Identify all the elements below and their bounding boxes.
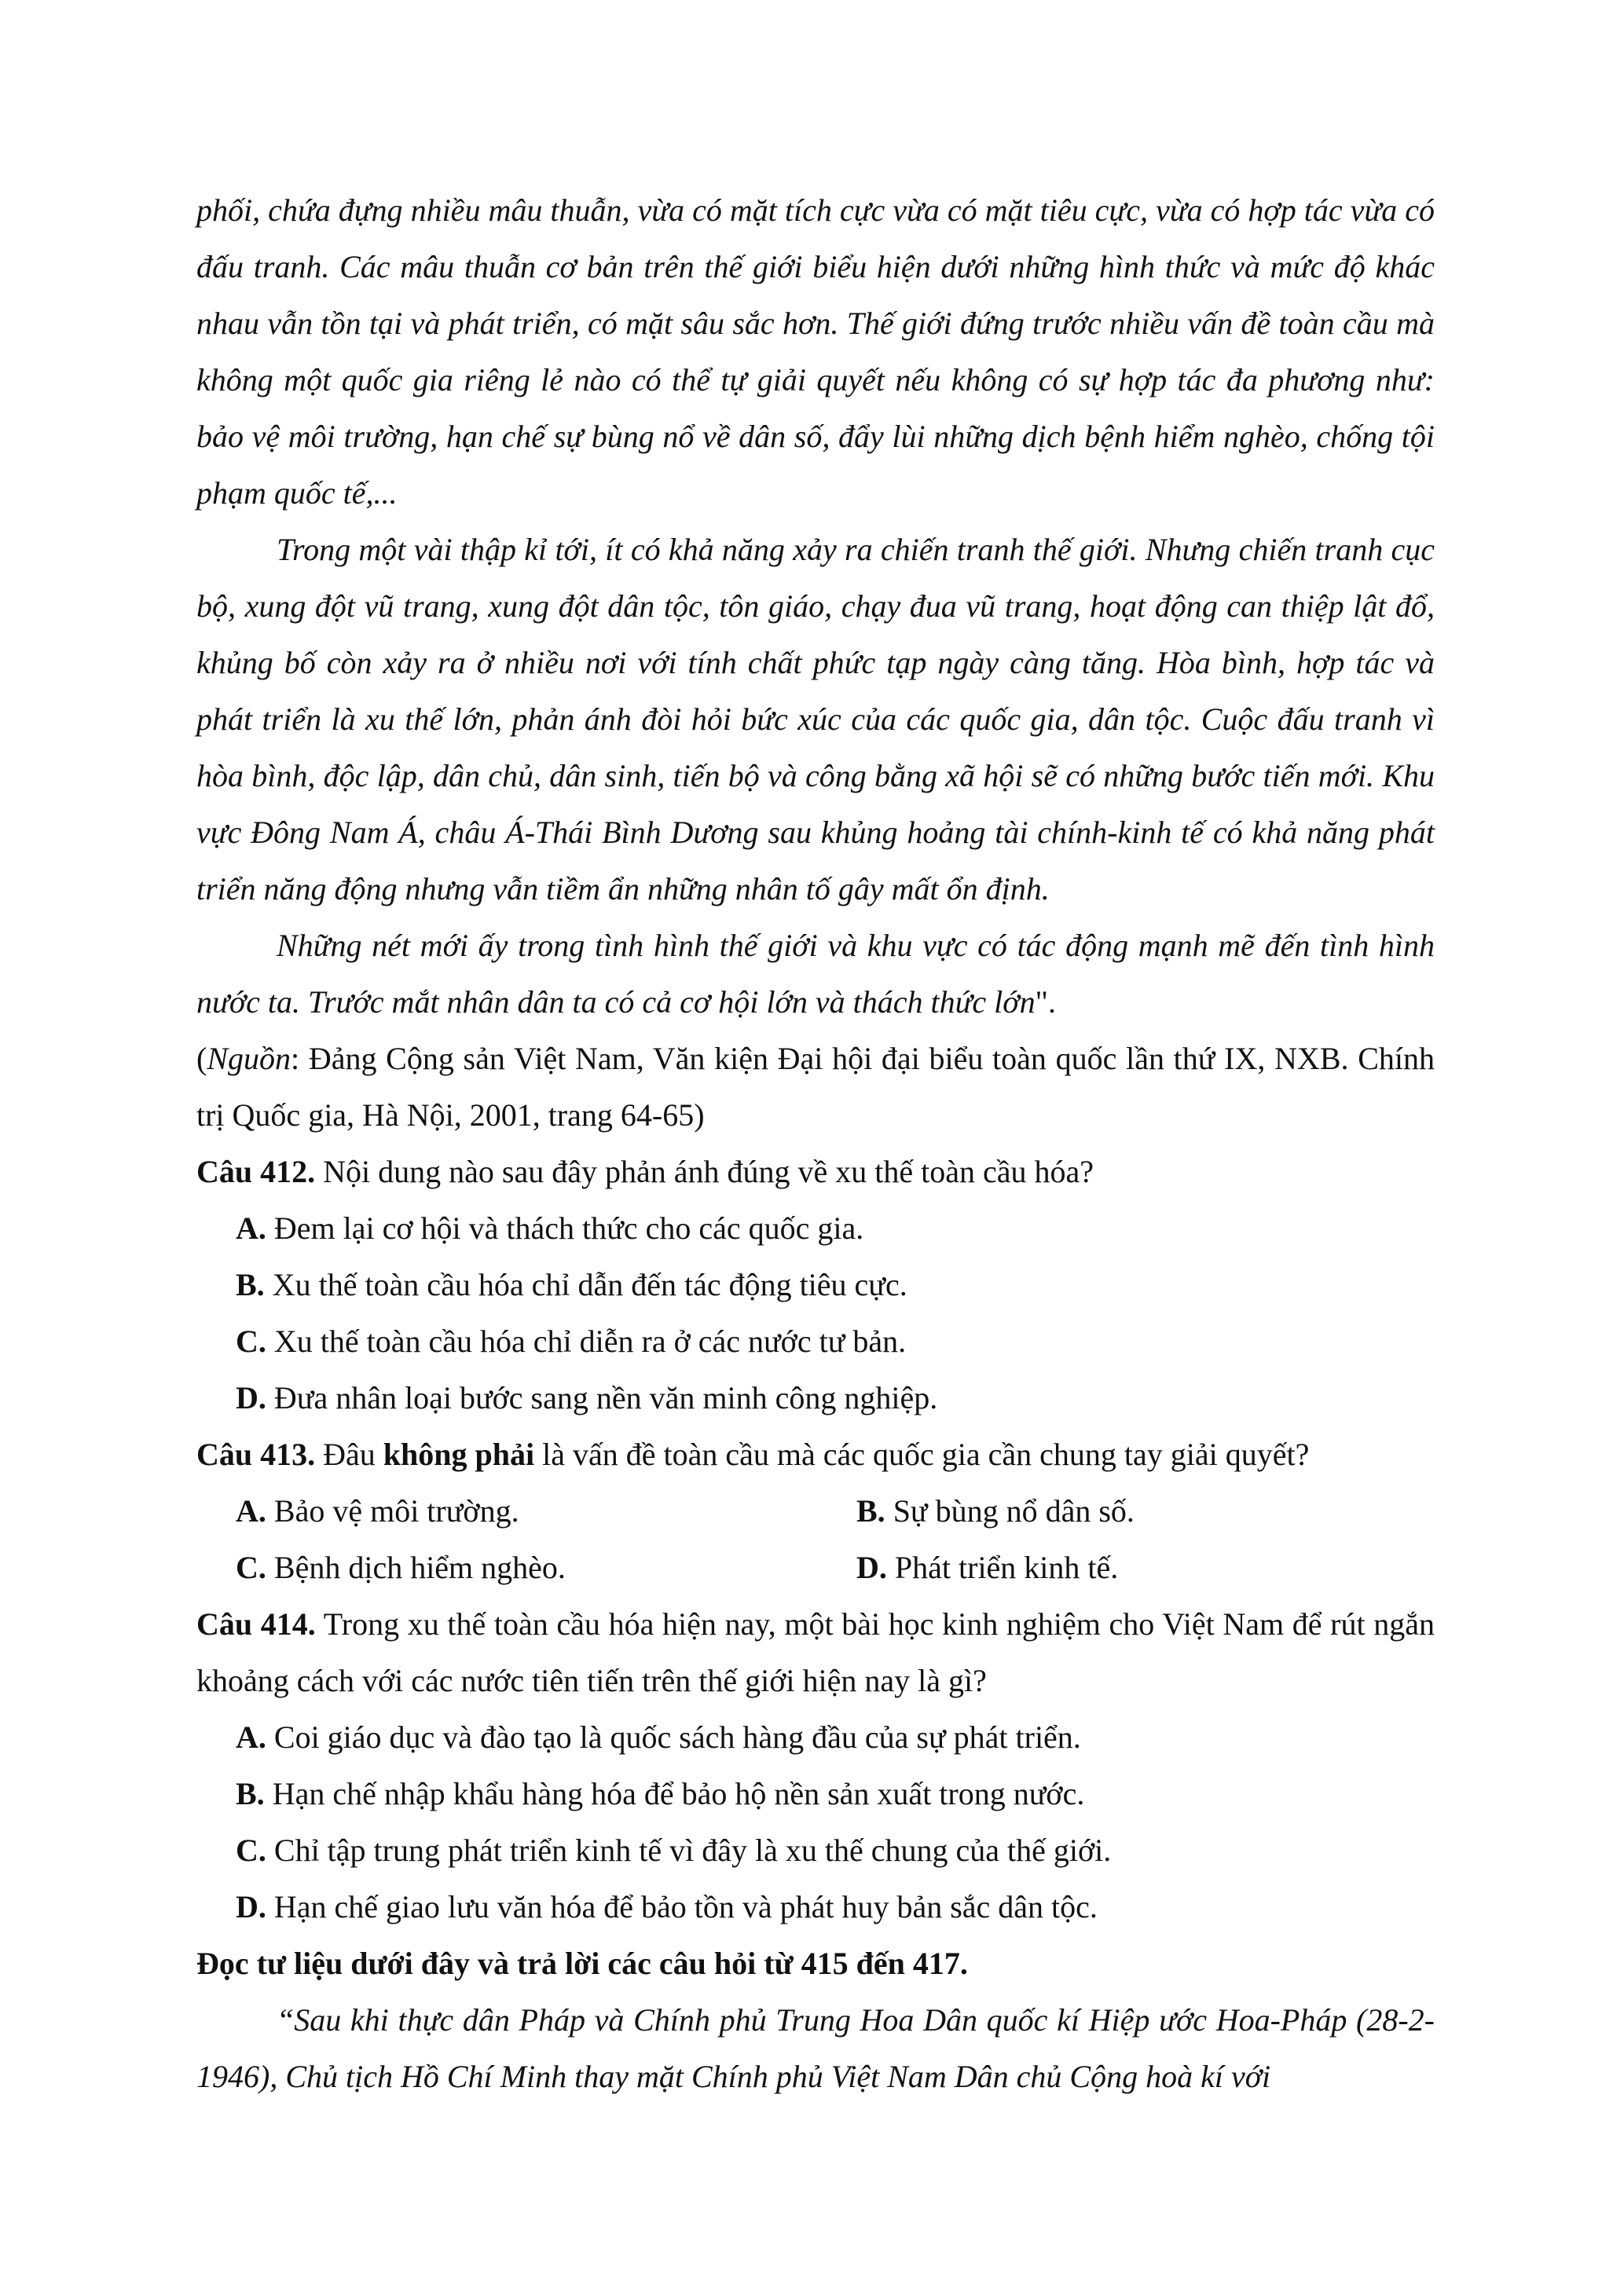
question-text: Trong xu thế toàn cầu hóa hiện nay, một bài học kinh nghiệm cho Việt Nam để rút ngắn khoảng cách với các nước tiên tiến trên thế giới hiện nay là gì?	[196, 1606, 1435, 1698]
option-letter: A.	[236, 1719, 266, 1755]
question-413	[196, 1426, 1435, 1596]
option-text: Hạn chế nhập khẩu hàng hóa để bảo hộ nền sản xuất trong nước.	[264, 1776, 1085, 1811]
page-content	[196, 182, 1435, 2105]
option-letter: C.	[236, 1550, 266, 1585]
question-text-emphasis: không phải	[383, 1437, 535, 1472]
question-number: Câu 413.	[196, 1437, 316, 1472]
section-heading: Đọc tư liệu dưới đây và trả lời các câu hỏi từ 415 đến 417.	[196, 1946, 968, 1981]
option-text: Sự bùng nổ dân số.	[885, 1493, 1135, 1529]
option-c	[196, 1313, 1435, 1370]
question-412	[196, 1144, 1435, 1426]
option-d	[817, 1540, 1435, 1596]
option-letter: D.	[236, 1889, 266, 1924]
option-grid	[196, 1483, 1435, 1596]
passage-paragraph-3-text: Những nét mới ấy trong tình hình thế giới và khu vực có tác động mạnh mẽ đến tình hình nước ta. Trước mắt nhân dân ta có cả cơ hội lớn và thách thức lớn	[196, 928, 1435, 1020]
option-letter: C.	[236, 1833, 266, 1868]
source-passage	[196, 182, 1435, 1144]
question-414	[196, 1596, 1435, 1935]
question-number: Câu 414.	[196, 1606, 316, 1642]
question-number: Câu 412.	[196, 1154, 316, 1189]
option-c	[196, 1822, 1435, 1879]
option-b	[196, 1766, 1435, 1822]
source-open: (	[196, 1041, 207, 1076]
option-b	[196, 1257, 1435, 1313]
source-citation	[196, 1031, 1435, 1144]
passage-paragraph-1: phối, chứa đựng nhiều mâu thuẫn, vừa có mặt tích cực vừa có mặt tiêu cực, vừa có hợp tác vừa có đấu tranh. Các mâu thuẫn cơ bản trên thế giới biểu hiện dưới những hình thức và mức độ khác nhau vẫn tồn tại và phát triển, có mặt sâu sắc hơn. Thế giới đứng trước nhiều vấn đề toàn cầu mà không một quốc gia riêng lẻ nào có thể tự giải quyết nếu không có sự hợp tác đa phương như: bảo vệ môi trường, hạn chế sự bùng nổ về dân số, đẩy lùi những dịch bệnh hiểm nghèo, chống tội phạm quốc tế,...	[196, 192, 1435, 511]
question-stem	[196, 1596, 1435, 1709]
quote-paragraph: “Sau khi thực dân Pháp và Chính phủ Trung Hoa Dân quốc kí Hiệp ước Hoa-Pháp (28-2-1946), Chủ tịch Hồ Chí Minh thay mặt Chính phủ Việt Nam Dân chủ Cộng hoà kí với	[196, 2002, 1435, 2094]
option-text: Chỉ tập trung phát triển kinh tế vì đây là xu thế chung của thế giới.	[266, 1833, 1112, 1868]
option-a	[196, 1200, 1435, 1257]
option-c	[196, 1540, 817, 1596]
question-stem	[196, 1144, 1435, 1200]
option-text: Đem lại cơ hội và thách thức cho các quốc gia.	[266, 1210, 864, 1246]
option-text: Xu thế toàn cầu hóa chỉ dẫn đến tác động tiêu cực.	[264, 1267, 907, 1302]
question-stem	[196, 1426, 1435, 1483]
option-text: Coi giáo dục và đào tạo là quốc sách hàng đầu của sự phát triển.	[266, 1719, 1081, 1755]
option-letter: B.	[856, 1493, 885, 1529]
option-a	[196, 1709, 1435, 1766]
option-letter: C.	[236, 1324, 266, 1359]
option-text: Hạn chế giao lưu văn hóa để bảo tồn và phát huy bản sắc dân tộc.	[266, 1889, 1098, 1924]
option-text: Đưa nhân loại bước sang nền văn minh công nghiệp.	[266, 1380, 938, 1415]
option-letter: B.	[236, 1267, 265, 1302]
passage-paragraph-3	[196, 917, 1435, 1031]
option-letter: D.	[856, 1550, 887, 1585]
option-a	[196, 1483, 817, 1540]
option-text: Xu thế toàn cầu hóa chỉ diễn ra ở các nước tư bản.	[266, 1324, 907, 1359]
question-text-pre: Đâu	[315, 1437, 383, 1472]
option-letter: A.	[236, 1210, 266, 1246]
option-b	[817, 1483, 1435, 1540]
source-text: : Đảng Cộng sản Việt Nam, Văn kiện Đại hội đại biểu toàn quốc lần thứ IX, NXB. Chính trị Quốc gia, Hà Nội, 2001, trang 64-65)	[196, 1041, 1435, 1133]
option-letter: D.	[236, 1380, 266, 1415]
source-label: Nguồn	[207, 1041, 291, 1076]
option-d	[196, 1370, 1435, 1426]
question-text: Nội dung nào sau đây phản ánh đúng về xu thế toàn cầu hóa?	[315, 1154, 1094, 1189]
passage-paragraph-2: Trong một vài thập kỉ tới, ít có khả năng xảy ra chiến tranh thế giới. Nhưng chiến tranh cục bộ, xung đột vũ trang, xung đột dân tộc, tôn giáo, chạy đua vũ trang, hoạt động can thiệp lật đổ, khủng bố còn xảy ra ở nhiều nơi với tính chất phức tạp ngày càng tăng. Hòa bình, hợp tác và phát triển là xu thế lớn, phản ánh đòi hỏi bức xúc của các quốc gia, dân tộc. Cuộc đấu tranh vì hòa bình, độc lập, dân chủ, dân sinh, tiến bộ và công bằng xã hội sẽ có những bước tiến mới. Khu vực Đông Nam Á, châu Á-Thái Bình Dương sau khủng hoảng tài chính-kinh tế có khả năng phát triển năng động nhưng vẫn tiềm ẩn những nhân tố gây mất ổn định.	[196, 532, 1435, 906]
option-text: Bệnh dịch hiểm nghèo.	[266, 1550, 566, 1585]
option-letter: A.	[236, 1493, 266, 1529]
question-text-post: là vấn đề toàn cầu mà các quốc gia cần chung tay giải quyết?	[534, 1437, 1310, 1472]
option-d	[196, 1879, 1435, 1935]
option-text: Bảo vệ môi trường.	[266, 1493, 519, 1529]
option-text: Phát triển kinh tế.	[886, 1550, 1119, 1585]
passage-paragraph-3-end: ".	[1035, 984, 1056, 1020]
option-letter: B.	[236, 1776, 265, 1811]
